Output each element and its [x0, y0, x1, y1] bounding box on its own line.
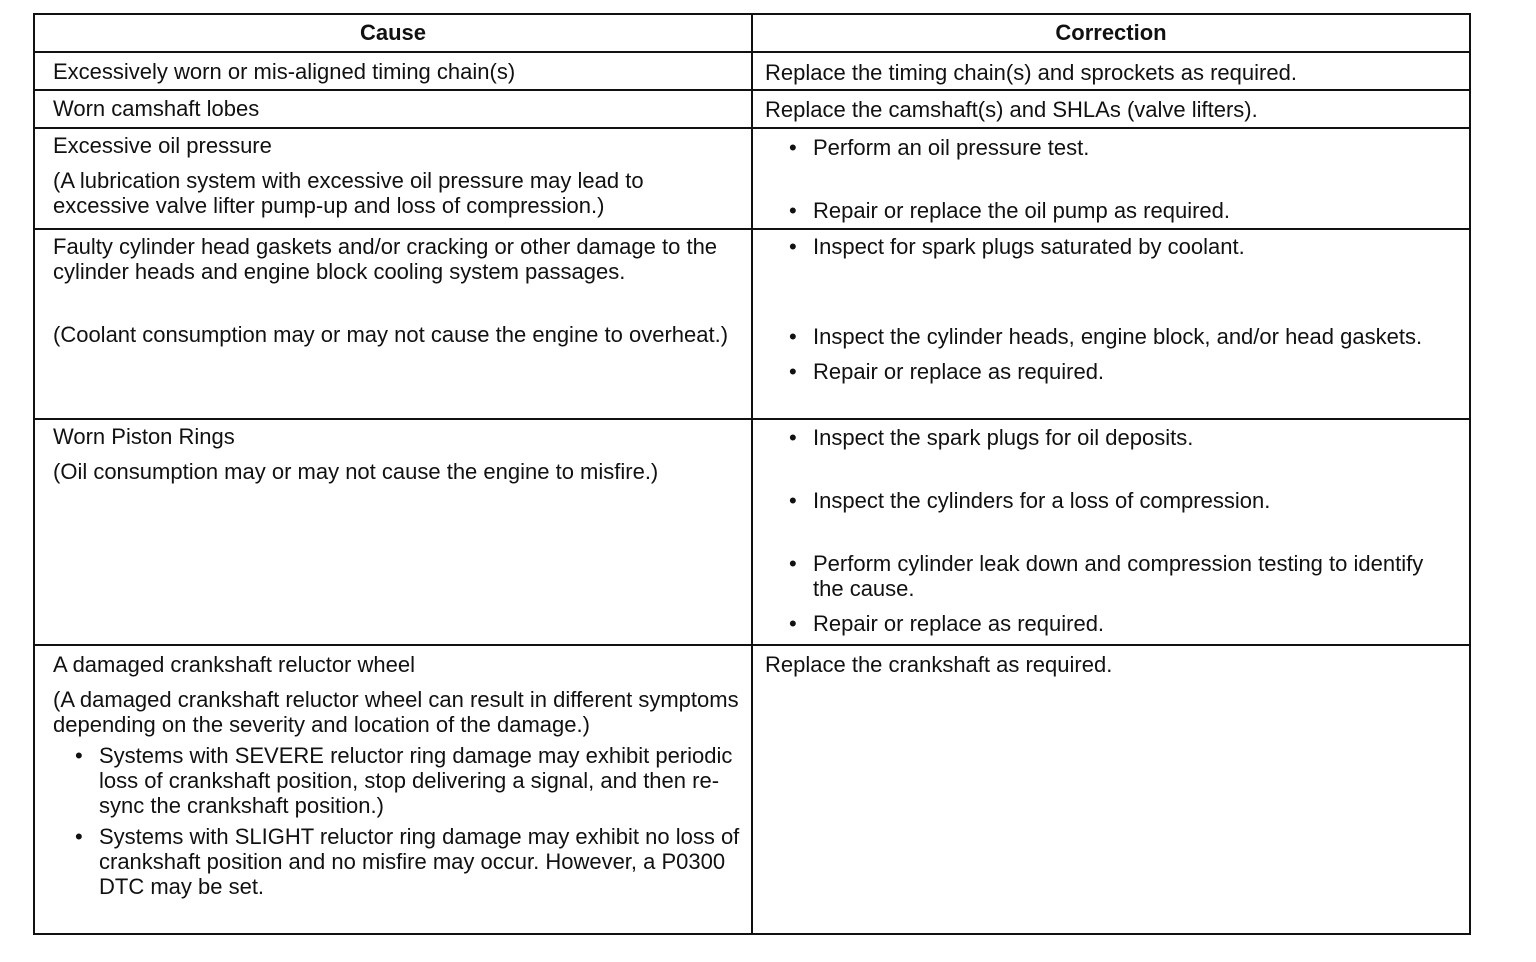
correction-text: Replace the timing chain(s) and sprockets as required. [765, 60, 1297, 85]
list-item: • Perform cylinder leak down and compression testing to identify the cause. [789, 551, 1424, 601]
cause-text: Worn camshaft lobes [53, 96, 260, 121]
cause-text: Worn Piston Rings [53, 424, 235, 449]
correction-cell [752, 52, 1470, 90]
cause-note: (Coolant consumption may or may not cause the engine to overheat.) [53, 322, 729, 347]
correction-text: Replace the camshaft(s) and SHLAs (valve lifters). [765, 97, 1258, 122]
bullet-icon: • [75, 824, 83, 849]
cause-note: (Oil consumption may or may not cause the engine to misfire.) [53, 459, 659, 484]
cause-text: Excessive oil pressure [53, 133, 272, 158]
table-row [34, 419, 1470, 645]
cause-cell [34, 229, 752, 419]
bullet-icon: • [789, 488, 797, 513]
table-row [34, 645, 1470, 934]
correction-cell [752, 128, 1470, 229]
list-item: • Inspect the cylinders for a loss of compression. [789, 488, 1271, 513]
table-row [34, 90, 1470, 128]
correction-list [765, 234, 1459, 384]
cause-sublist [53, 743, 745, 899]
bullet-icon: • [75, 743, 83, 768]
list-item: • Systems with SEVERE reluctor ring damage may exhibit periodic loss of crankshaft position, stop delivering a signal, and then re-sync the crankshaft position.) [75, 743, 733, 818]
table-row [34, 128, 1470, 229]
list-item: • Inspect for spark plugs saturated by coolant. [789, 234, 1245, 259]
header-row [34, 14, 1470, 52]
cause-header: Cause [34, 14, 752, 52]
cause-cell [34, 645, 752, 934]
list-item: • Inspect the spark plugs for oil deposits. [789, 425, 1194, 450]
cause-note: (A damaged crankshaft reluctor wheel can result in different symptoms depending on the severity and location of the damage.) [53, 687, 739, 737]
correction-text: Replace the crankshaft as required. [765, 652, 1113, 677]
cause-cell [34, 419, 752, 645]
cause-cell [34, 128, 752, 229]
cause-text: Excessively worn or mis-aligned timing chain(s) [53, 59, 516, 84]
correction-list [765, 135, 1459, 223]
list-item: • Systems with SLIGHT reluctor ring damage may exhibit no loss of crankshaft position and no misfire may occur. However, a P0300 DTC may be set. [75, 824, 740, 899]
bullet-icon: • [789, 198, 797, 223]
cause-note: (A lubrication system with excessive oil pressure may lead to excessive valve lifter pump-up and loss of compression.) [53, 168, 644, 218]
cause-text: Faulty cylinder head gaskets and/or cracking or other damage to the cylinder heads and engine block cooling system passages. [53, 234, 718, 284]
correction-cell [752, 90, 1470, 128]
cause-cell [34, 90, 752, 128]
list-item: • Perform an oil pressure test. [789, 135, 1090, 160]
list-item: • Inspect the cylinder heads, engine block, and/or head gaskets. [789, 324, 1423, 349]
bullet-icon: • [789, 324, 797, 349]
correction-cell [752, 645, 1470, 934]
correction-header: Correction [752, 14, 1470, 52]
table-row [34, 52, 1470, 90]
cause-text: A damaged crankshaft reluctor wheel [53, 652, 415, 677]
list-item: • Repair or replace as required. [789, 359, 1105, 384]
correction-list [765, 425, 1459, 636]
correction-cell [752, 229, 1470, 419]
bullet-icon: • [789, 234, 797, 259]
correction-cell [752, 419, 1470, 645]
list-item: • Repair or replace the oil pump as required. [789, 198, 1231, 223]
cause-cell [34, 52, 752, 90]
bullet-icon: • [789, 611, 797, 636]
table-row [34, 229, 1470, 419]
bullet-icon: • [789, 425, 797, 450]
diagnostic-table [33, 13, 1471, 935]
bullet-icon: • [789, 135, 797, 160]
bullet-icon: • [789, 359, 797, 384]
list-item: • Repair or replace as required. [789, 611, 1105, 636]
bullet-icon: • [789, 551, 797, 576]
